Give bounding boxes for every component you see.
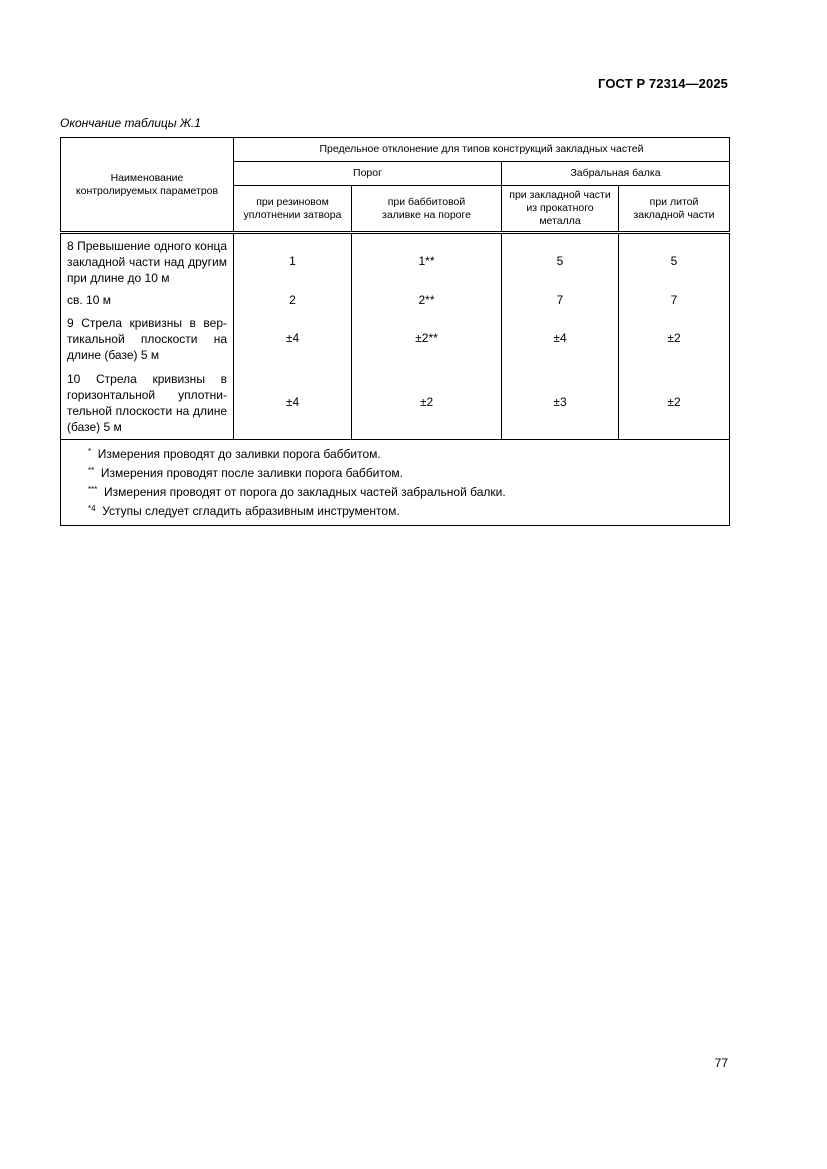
- row-value: 2: [234, 290, 352, 311]
- column-header-cast-part: при литой закладной части: [619, 186, 730, 233]
- column-header-babbitt-fill: при баббитовой заливке на пороге: [352, 186, 502, 233]
- row-value: ±2: [619, 367, 730, 440]
- footnote: [88, 464, 721, 483]
- notes-cell: [61, 440, 730, 526]
- row-param: 8 Превышение одного конца закладной части над другим при длине до 10 м: [61, 233, 234, 290]
- footnote-mark: **: [88, 466, 95, 475]
- table-row: [61, 233, 730, 290]
- row-value: ±2**: [352, 311, 502, 367]
- footnote-mark: ***: [88, 485, 98, 494]
- row-value: 5: [619, 233, 730, 290]
- footnote: [88, 483, 721, 502]
- footnote-text: Измерения проводят до заливки порога баббитом.: [97, 447, 381, 461]
- column-header-rolled-metal: при закладной части из прокатного металла: [502, 186, 619, 233]
- footnote-text: Измерения проводят от порога до закладных частей забральной балки.: [104, 485, 506, 499]
- document-code: ГОСТ Р 72314—2025: [598, 76, 728, 91]
- page-number: 77: [714, 1056, 728, 1070]
- table-row: [61, 367, 730, 440]
- footnote: [88, 502, 721, 521]
- footnote-text: Уступы следует сгладить абразивным инструментом.: [102, 504, 400, 518]
- param-column-header: Наименование контролируемых параметров: [61, 138, 234, 233]
- row-param: св. 10 м: [61, 290, 234, 311]
- row-value: 5: [502, 233, 619, 290]
- table-row: [61, 290, 730, 311]
- row-value: ±3: [502, 367, 619, 440]
- specification-table: [60, 137, 730, 526]
- subgroup-header-zabralnaya-balka: Забральная балка: [502, 162, 730, 186]
- row-value: 7: [619, 290, 730, 311]
- footnote: [88, 445, 721, 464]
- footnote-mark: *4: [88, 504, 96, 513]
- row-value: 7: [502, 290, 619, 311]
- row-value: ±2: [352, 367, 502, 440]
- row-value: ±4: [234, 367, 352, 440]
- group-header: Предельное отклонение для типов конструкций закладных частей: [234, 138, 730, 162]
- row-value: ±4: [234, 311, 352, 367]
- table-header: [61, 138, 730, 233]
- row-param: 9 Стрела кривизны в вертикальной плоскости на длине (базе) 5 м: [61, 311, 234, 367]
- table-caption: Окончание таблицы Ж.1: [60, 116, 201, 130]
- row-value: ±2: [619, 311, 730, 367]
- footnote-mark: *: [88, 447, 92, 456]
- subgroup-header-porog: Порог: [234, 162, 502, 186]
- row-value: 1: [234, 233, 352, 290]
- row-value: ±4: [502, 311, 619, 367]
- row-value: 1**: [352, 233, 502, 290]
- row-value: 2**: [352, 290, 502, 311]
- table-notes: [61, 440, 730, 526]
- row-param: 10 Стрела кривизны в горизонтальной уплотнительной плоскости на длине (базе) 5 м: [61, 367, 234, 440]
- footnote-text: Измерения проводят после заливки порога баббитом.: [100, 466, 403, 480]
- table-row: [61, 311, 730, 367]
- column-header-rubber-seal: при резиновом уплотнении затвора: [234, 186, 352, 233]
- table-body: [61, 233, 730, 440]
